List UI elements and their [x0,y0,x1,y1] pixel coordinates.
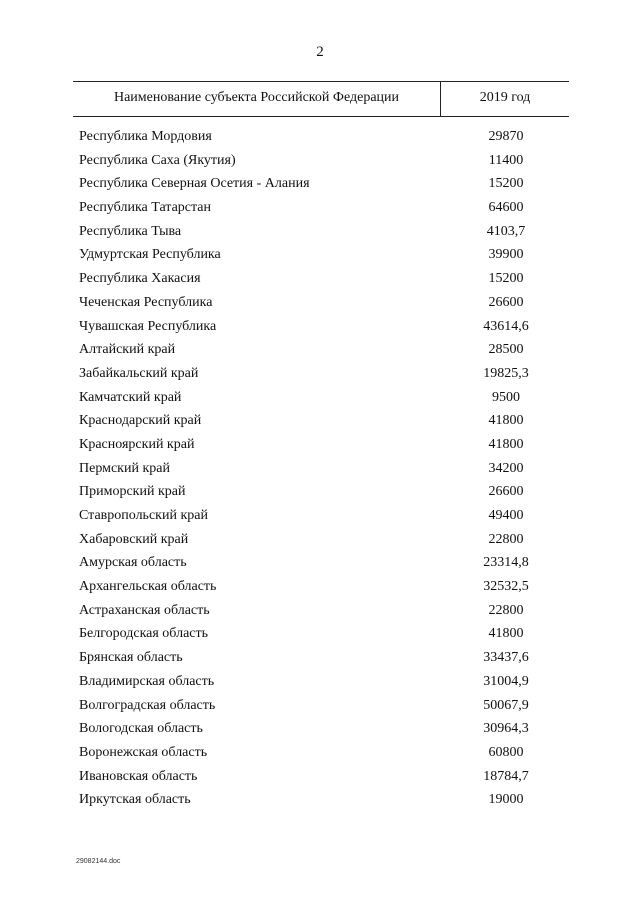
subject-name: Воронежская область [79,744,208,760]
table-row [0,650,640,674]
table-row [0,484,640,508]
subject-name: Брянская область [79,650,183,666]
value-2019: 39900 [488,247,524,263]
value-2019: 9500 [492,389,520,405]
subject-name: Волгоградская область [79,697,216,713]
value-2019: 19825,3 [483,365,529,381]
subject-name: Алтайский край [79,342,176,358]
table-row [0,153,640,177]
subject-name: Красноярский край [79,436,195,452]
header-year: 2019 год [479,90,531,105]
table-row [0,603,640,627]
header-subject-name: Наименование субъекта Российской Федерации [113,90,400,105]
value-2019: 41800 [488,626,524,642]
table-row [0,200,640,224]
subject-name: Краснодарский край [79,413,202,429]
value-2019: 15200 [488,176,524,192]
subject-name: Республика Хакасия [79,271,201,287]
table-row [0,319,640,343]
page-number: 2 [316,44,324,60]
table-row [0,792,640,816]
table-row [0,626,640,650]
table-row [0,271,640,295]
subject-name: Чувашская Республика [79,318,217,334]
table-row [0,342,640,366]
value-2019: 34200 [488,460,524,476]
subject-name: Республика Тыва [79,223,182,239]
table-row [0,390,640,414]
value-2019: 23314,8 [483,555,529,571]
value-2019: 60800 [488,744,524,760]
subject-name: Удмуртская Республика [79,247,221,263]
subject-name: Архангельская область [79,579,217,595]
subject-name: Владимирская область [79,673,215,689]
subject-name: Ставропольский край [79,508,208,523]
value-2019: 26600 [488,484,524,500]
table-row [0,129,640,153]
table-row [0,674,640,698]
value-2019: 28500 [488,342,524,358]
value-2019: 29870 [488,129,524,144]
subject-name: Белгородская область [79,626,209,642]
subject-name: Чеченская Республика [79,294,213,310]
table-row [0,698,640,722]
table-row [0,745,640,769]
table-row [0,579,640,603]
subject-name: Вологодская область [79,721,203,737]
value-2019: 4103,7 [486,223,526,239]
table-header [73,81,569,117]
document-code: 29082144.doc [76,858,121,865]
value-2019: 11400 [488,152,524,168]
value-2019: 31004,9 [483,673,529,689]
table-row [0,532,640,556]
value-2019: 32532,5 [483,579,529,595]
value-2019: 22800 [488,602,524,618]
value-2019: 26600 [488,294,524,310]
table-row [0,461,640,485]
subject-name: Ивановская область [79,768,198,784]
table-row [0,555,640,579]
subject-name: Пермский край [79,460,170,476]
subject-name: Республика Мордовия [79,129,212,144]
value-2019: 18784,7 [483,768,529,784]
table-row [0,295,640,319]
table-row [0,437,640,461]
table-row [0,508,640,532]
subject-name: Республика Северная Осетия - Алания [79,176,310,192]
subject-name: Амурская область [79,555,187,571]
table-row [0,769,640,793]
value-2019: 15200 [488,271,524,287]
value-2019: 33437,6 [483,650,529,666]
value-2019: 41800 [488,413,524,429]
table-row [0,721,640,745]
subject-name: Астраханская область [79,602,210,618]
value-2019: 43614,6 [483,318,529,334]
table-row [0,413,640,437]
value-2019: 50067,9 [483,697,529,713]
subject-name: Забайкальский край [79,365,199,381]
value-2019: 22800 [488,531,524,547]
subject-name: Иркутская область [79,792,191,808]
table-row [0,224,640,248]
value-2019: 64600 [488,200,524,216]
table-body [0,129,640,816]
value-2019: 19000 [488,792,524,808]
table-row [0,247,640,271]
value-2019: 49400 [488,508,524,523]
subject-name: Приморский край [79,484,186,500]
subject-name: Хабаровский край [79,531,189,547]
subject-name: Республика Саха (Якутия) [79,152,236,168]
subject-name: Камчатский край [79,389,182,405]
table-row [0,176,640,200]
value-2019: 30964,3 [483,721,529,737]
table-row [0,366,640,390]
subject-name: Республика Татарстан [79,200,212,216]
value-2019: 41800 [488,436,524,452]
